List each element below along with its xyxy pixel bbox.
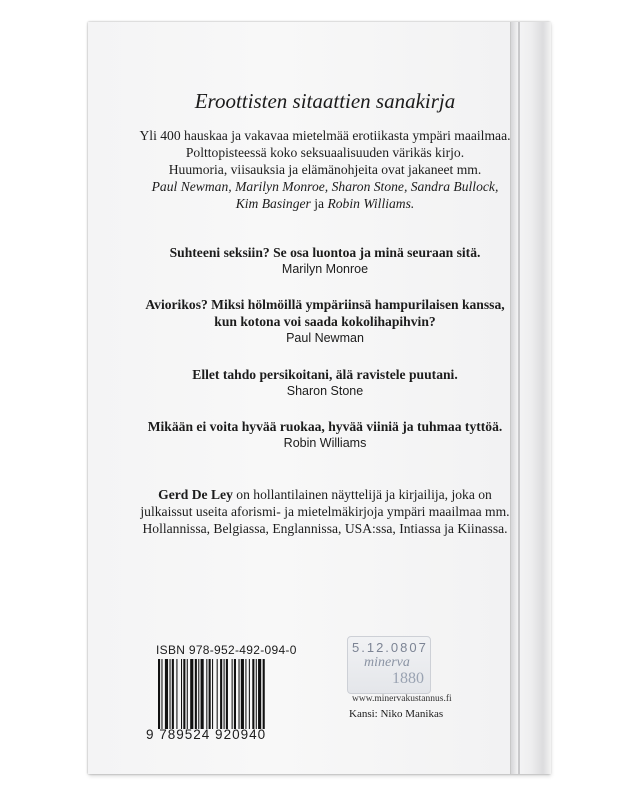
barcode-bar [206, 659, 207, 729]
barcode-bar [252, 659, 254, 729]
quote-3 [130, 366, 520, 400]
quote-4 [130, 418, 520, 452]
barcode-bar [226, 659, 228, 729]
quote-author: Sharon Stone [286, 384, 364, 398]
cover-credit: Kansi: Niko Manikas [349, 708, 444, 720]
barcode-bar [263, 659, 265, 729]
bio-line-1-rest: on hollantilainen näyttelijä ja kirjailija, joka on [232, 487, 492, 502]
sticker-code: 1880 [392, 670, 424, 687]
barcode-icon [156, 659, 306, 729]
quote-text: Ellet tahdo persikoitani, älä ravistele puutani. [192, 367, 458, 382]
quote-author: Marilyn Monroe [281, 262, 369, 276]
bio-line-2: julkaissut useita aforismi- ja mietelmäkirjoja ympäri maailmaa mm. [140, 504, 510, 519]
quote-1 [130, 244, 520, 278]
intro-name-basinger: Kim Basinger [235, 196, 311, 211]
barcode-bar [232, 659, 233, 729]
bio-line-3: Hollannissa, Belgiassa, Englannissa, USA:ssa, Intiassa ja Kiinassa. [142, 521, 508, 536]
barcode-bar [212, 659, 213, 729]
barcode-bar [183, 659, 185, 729]
barcode-bar [181, 659, 182, 729]
barcode-bar [220, 659, 222, 729]
intro-blurb [130, 127, 520, 212]
barcode-bar [158, 659, 160, 729]
barcode-bar [209, 659, 211, 729]
barcode-bar [176, 659, 177, 729]
quote-text: Suhteeni seksiin? Se osa luontoa ja minä seuraan sitä. [169, 245, 481, 260]
barcode-bar [258, 659, 261, 729]
barcode-digits: 9 789524 920940 [146, 727, 267, 742]
barcode-bar [165, 659, 168, 729]
barcode-bar [234, 659, 236, 729]
barcode-bar [224, 659, 225, 729]
quote-author: Paul Newman [286, 331, 364, 345]
barcode-bar [201, 659, 204, 729]
sticker-brand: minerva [364, 655, 410, 670]
intro-line-3: Huumoria, viisauksia ja elämänohjeita ovat jakaneet mm. [168, 162, 482, 177]
barcode-bar [217, 659, 218, 729]
barcode-area [146, 643, 314, 743]
barcode-bar [198, 659, 199, 729]
quote-text-cont: kun kotona voi saada kokolihapihvin? [214, 314, 436, 329]
barcode-bar [190, 659, 193, 729]
sticker-date: 5.12.0807 [352, 640, 428, 655]
intro-line-2: Polttopisteessä koko seksuaalisuuden värikäs kirjo. [185, 145, 465, 160]
intro-join: ja [310, 196, 328, 211]
barcode-bar [170, 659, 171, 729]
isbn-label: ISBN 978-952-492-094-0 [156, 643, 297, 657]
intro-names-1: Paul Newman, Marilyn Monroe, Sharon Stone, Sandra Bullock, [151, 179, 499, 194]
quote-author: Robin Williams [283, 436, 367, 450]
quote-text: Mikään ei voita hyvää ruokaa, hyvää viiniä ja tuhmaa tyttöä. [147, 419, 503, 434]
intro-line-1: Yli 400 hauskaa ja vakavaa mietelmää erotiikasta ympäri maailmaa. [139, 128, 511, 143]
quote-2 [130, 296, 520, 347]
barcode-bar [256, 659, 257, 729]
book-title: Eroottisten sitaattien sanakirja [194, 89, 456, 113]
barcode-bar [161, 659, 162, 729]
barcode-bar [187, 659, 188, 729]
publisher-url: www.minervakustannus.fi [352, 694, 452, 704]
intro-name-williams: Robin Williams. [327, 196, 415, 211]
barcode-bar [249, 659, 250, 729]
bio-line-1 [130, 486, 520, 503]
quote-text: Aviorikos? Miksi hölmöillä ympäriinsä hampurilaisen kanssa, [145, 297, 505, 312]
barcode-bar [245, 659, 246, 729]
barcode-bar [172, 659, 174, 729]
barcode-bar [195, 659, 197, 729]
intro-names-2 [130, 195, 520, 212]
barcode-bar [241, 659, 244, 729]
bio-author-name: Gerd De Ley [158, 487, 233, 502]
barcode-bar [239, 659, 240, 729]
author-bio [130, 486, 520, 537]
